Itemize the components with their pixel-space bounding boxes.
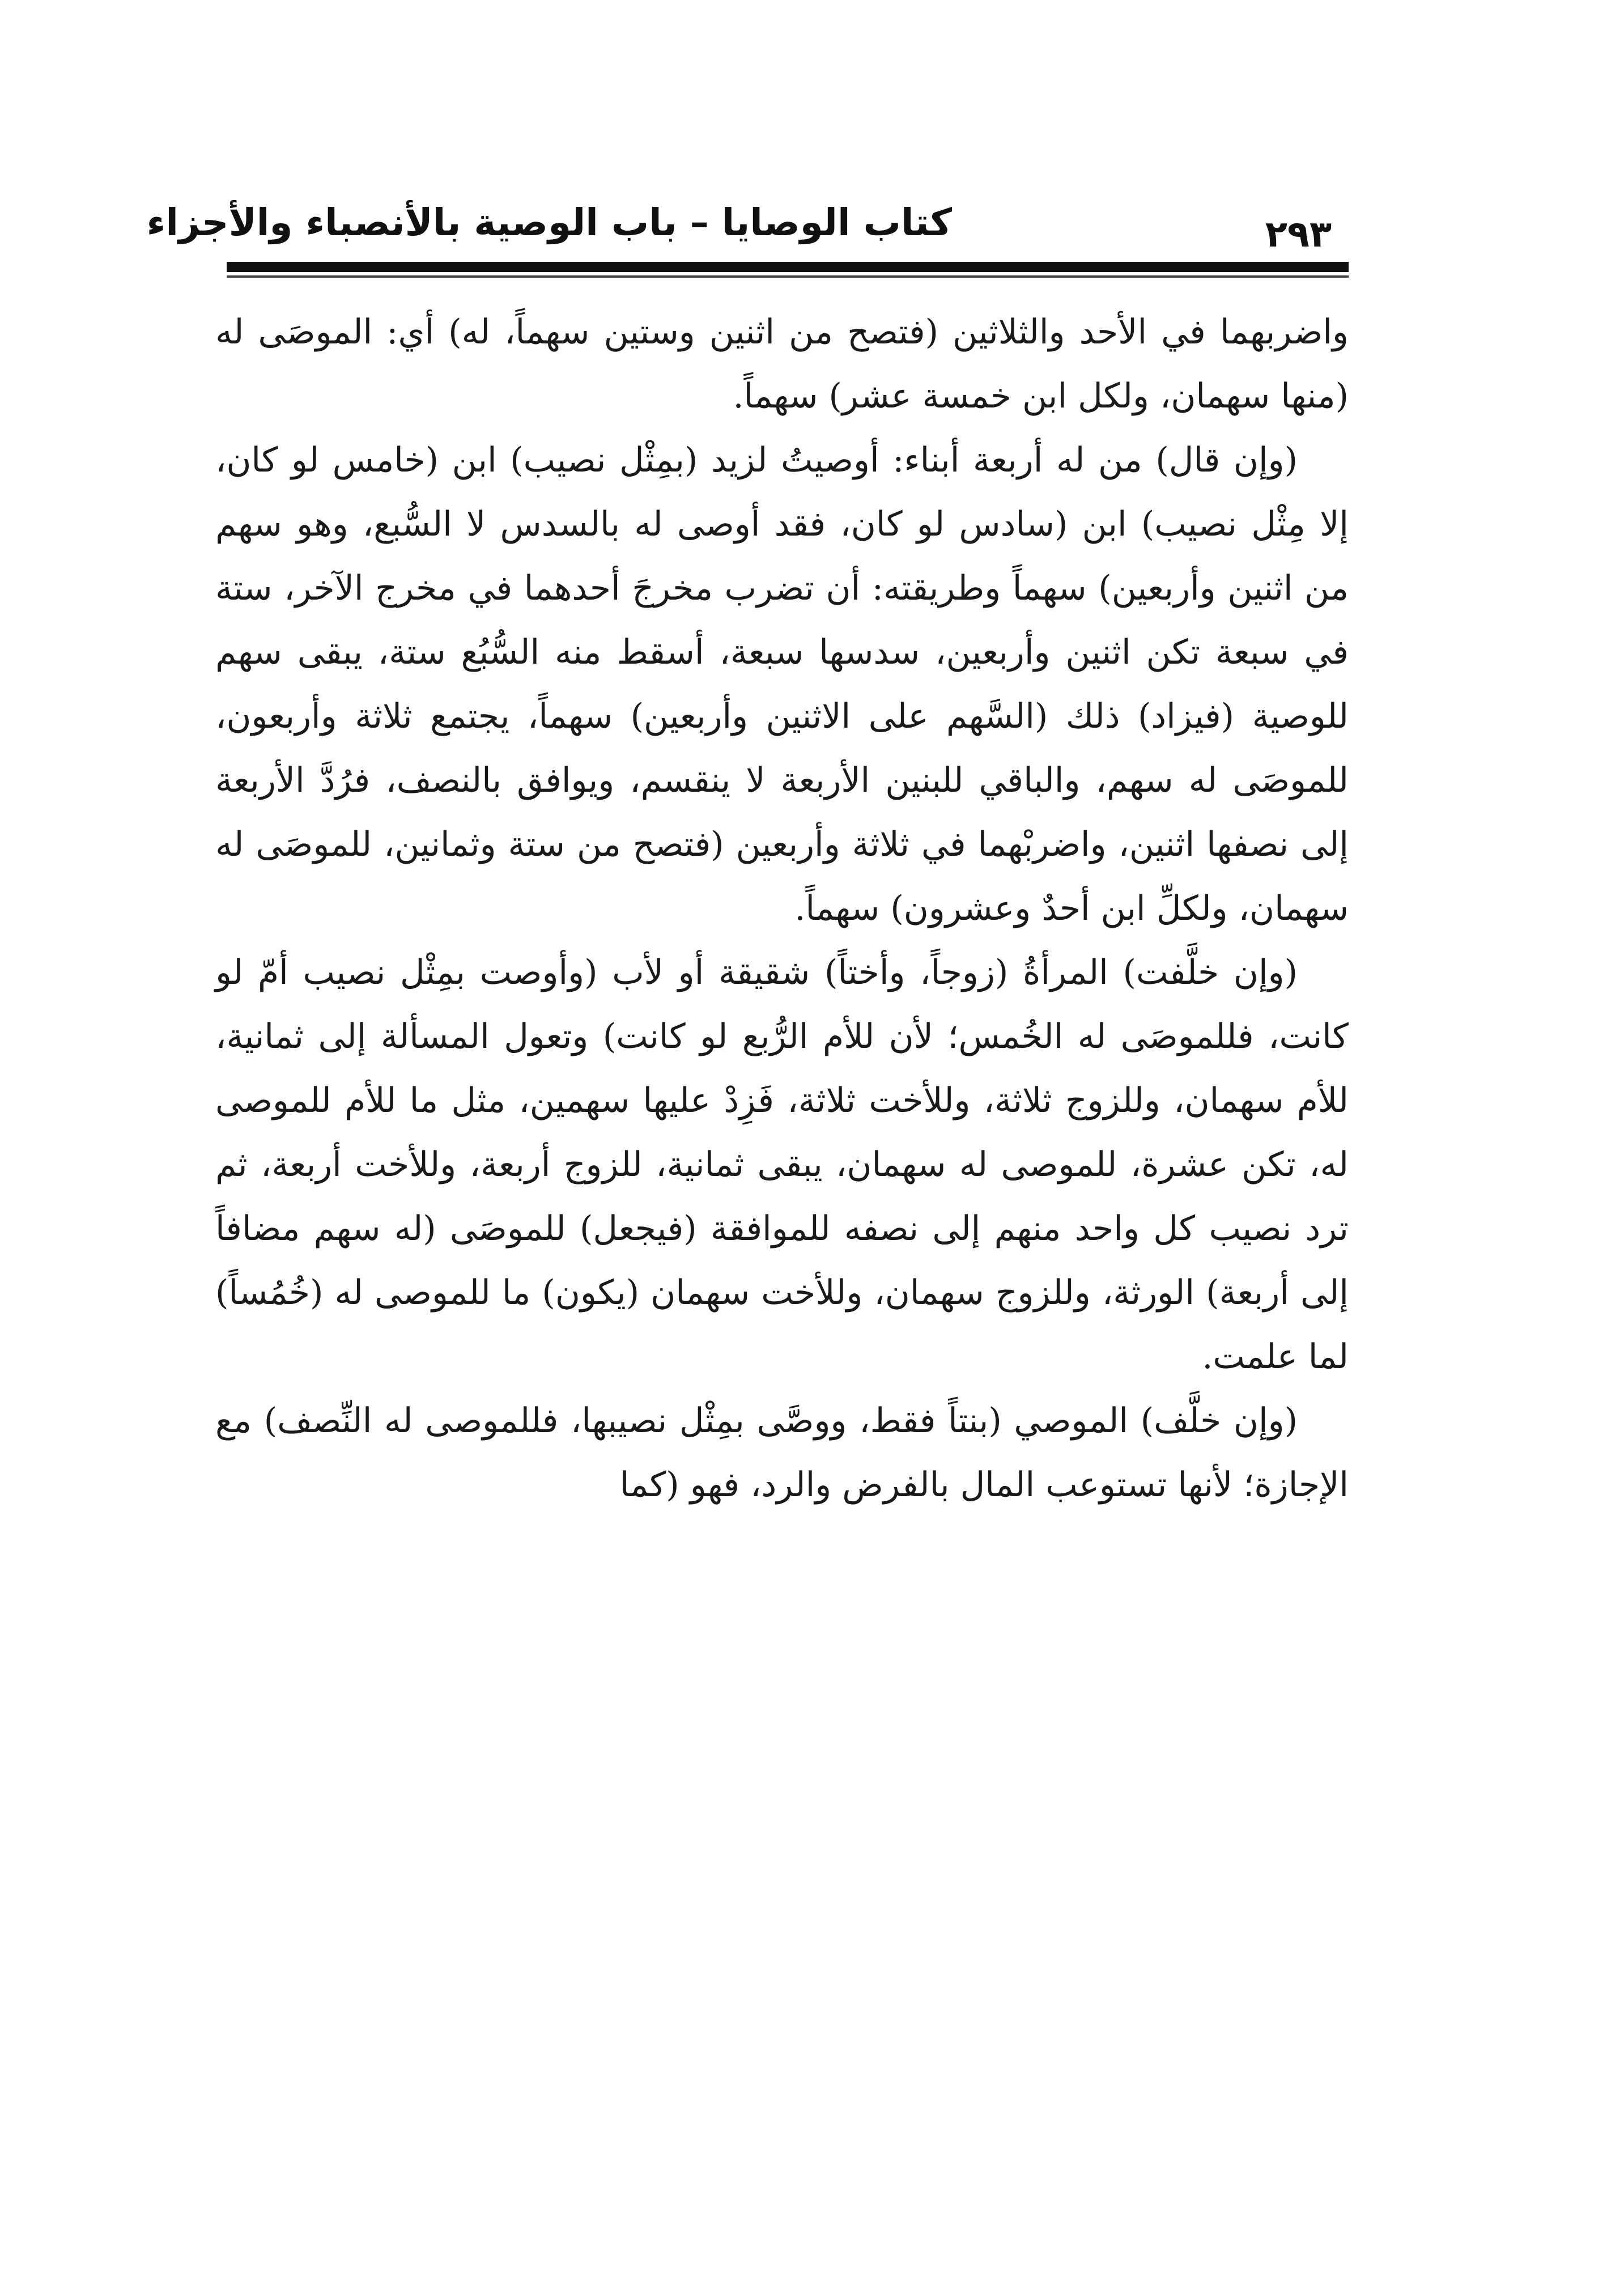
paragraph: (وإن خلَّف) الموصي (بنتاً فقط، ووصَّى بمِثْل نصيبها، فللموصى له النِّصف) مع الإجازة؛ لأنها تستوعب المال بالفرض والرد، فهو (كما (215, 1401, 1349, 1505)
main-text (215, 300, 1349, 1517)
page-header (146, 193, 1349, 283)
paragraph: (وإن قال) من له أربعة أبناء: أوصيتُ لزيد (بمِثْل نصيب) ابن (خامس لو كان، إلا مِثْل نصيب) ابن (سادس لو كان، فقد أوصى له بالسدس لا السُّبع، وهو سهم من اثنين وأربعين) سهماً وطريقته: أن تضرب مخرجَ أحدهما في مخرج الآخر، ستة في سبعة تكن اثنين وأربعين، سدسها سبعة، أسقط منه السُّبُع ستة، يبقى سهم للوصية (فيزاد) ذلك (السَّهم على الاثنين وأربعين) سهماً، يجتمع ثلاثة وأربعون، للموصَى له سهم، والباقي للبنين الأربعة لا ينقسم، ويوافق بالنصف، فرُدَّ الأربعة إلى نصفها اثنين، واضربْهما في ثلاثة وأربعين (فتصح من ستة وثمانين، للموصَى له سهمان، ولكلِّ ابن أحدٌ وعشرون) سهماً. (215, 440, 1349, 928)
page-number: ٢٩٣ (1265, 214, 1332, 256)
header-rule (227, 262, 1349, 272)
header-rule-thin (227, 275, 1349, 278)
paragraph: واضربهما في الأحد والثلاثين (فتصح من اثنين وستين سهماً، له) أي: الموصَى له (منها سهمان، ولكل ابن خمسة عشر) سهماً. (215, 312, 1349, 416)
running-title: كتاب الوصايا – باب الوصية بالأنصباء والأجزاء (146, 201, 952, 244)
paragraph: (وإن خلَّفت) المرأةُ (زوجاً، وأختاً) شقيقة أو لأب (وأوصت بمِثْل نصيب أمّ لو كانت، فللموصَى له الخُمس؛ لأن للأم الرُّبع لو كانت) وتعول المسألة إلى ثمانية، للأم سهمان، وللزوج ثلاثة، وللأخت ثلاثة، فَزِدْ عليها سهمين، مثل ما للأم للموصى له، تكن عشرة، للموصى له سهمان، يبقى ثمانية، للزوج أربعة، وللأخت أربعة، ثم ترد نصيب كل واحد منهم إلى نصفه للموافقة (فيجعل) للموصَى (له سهم مضافاً إلى أربعة) الورثة، وللزوج سهمان، وللأخت سهمان (يكون) ما للموصى له (خُمُساً) لما علمت. (215, 953, 1349, 1377)
